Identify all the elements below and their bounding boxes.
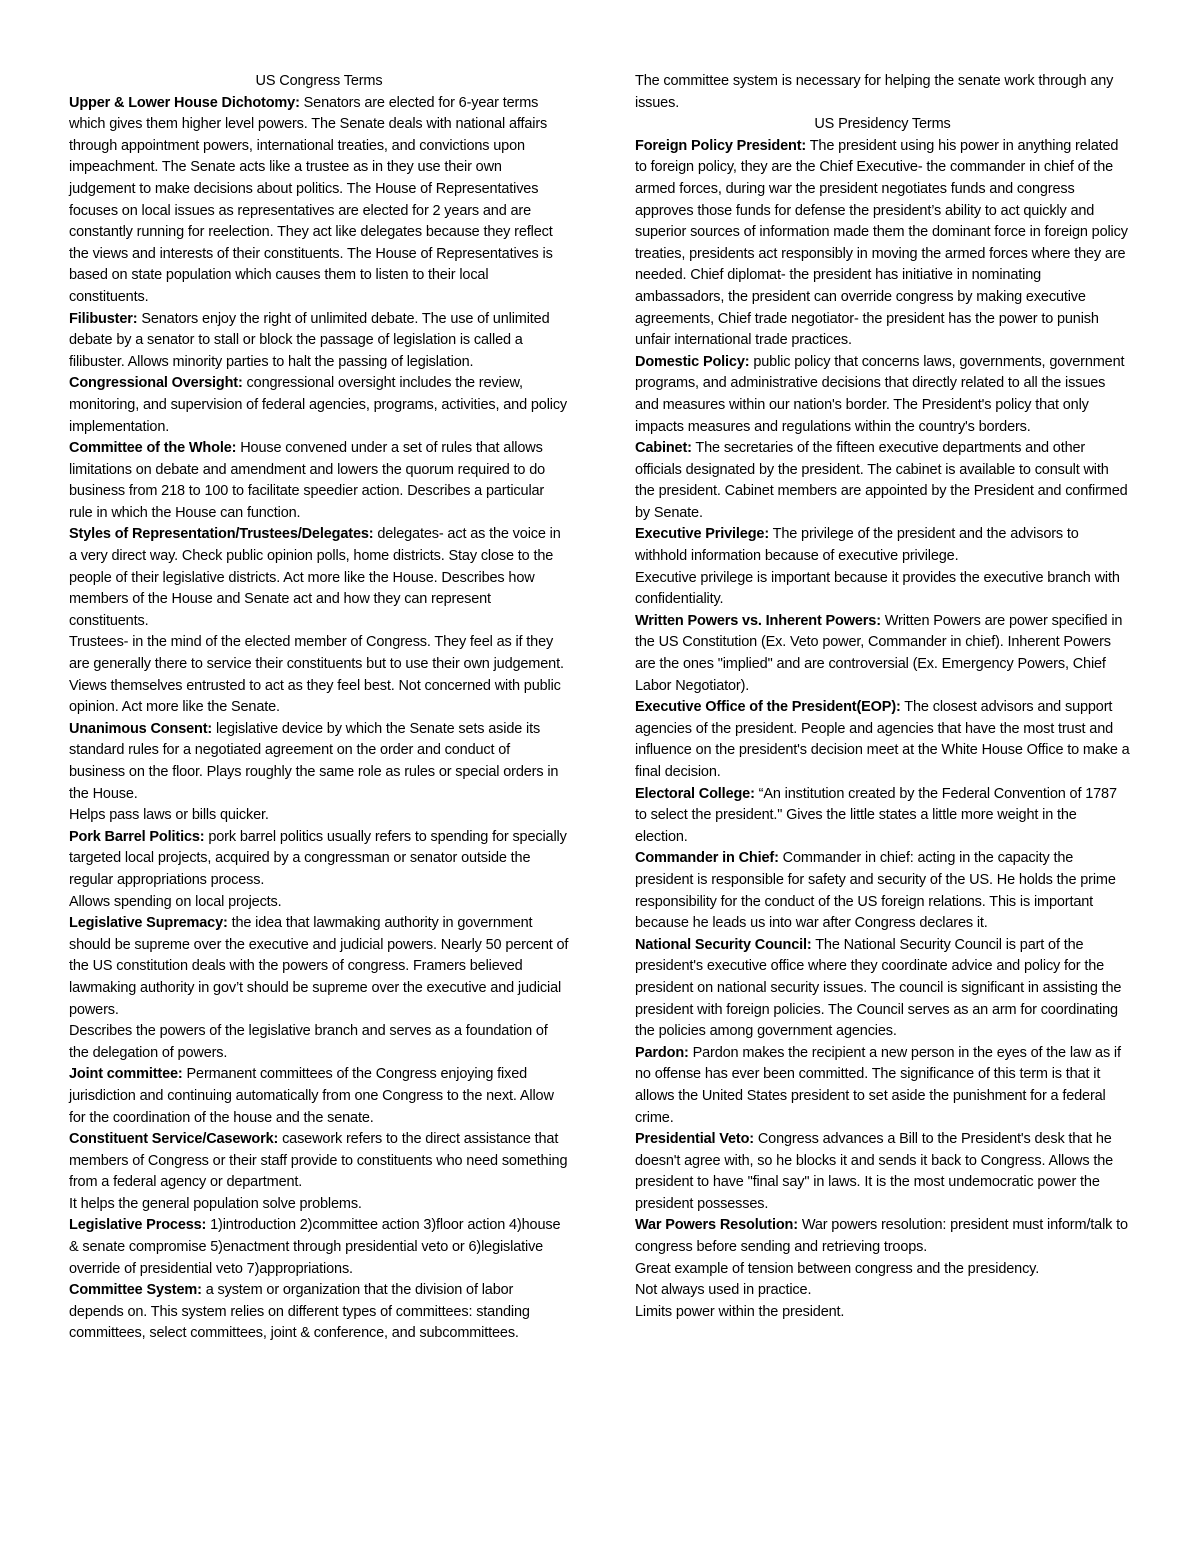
glossary-definition: The president using his power in anything related to foreign policy, they are the Chief Executive- the commander in chief of the armed forces, during war the president negotiates funds and congress approves those funds for defense the president’s ability to act quickly and superior sources of information made them the dominant force in foreign policy treaties, presidents act responsibly in moving the armed forces where they are needed. Chief diplomat- the president has initiative in nominating ambassadors, the president can override congress by making executive agreements, Chief trade negotiator- the president has the power to punish unfair international trade practices.	[635, 137, 1128, 349]
glossary-entry	[635, 697, 1130, 783]
glossary-entry	[635, 784, 1130, 849]
glossary-definition: Great example of tension between congress and the presidency.	[635, 1260, 1040, 1277]
glossary-definition: public policy that concerns laws, governments, government programs, and administrative decisions that directly related to all the issues and measures within our nation's border. The President's policy that only impacts measures and regulations within the country's borders.	[635, 353, 1125, 435]
presidency-terms-column	[635, 71, 1130, 1323]
committee-system-continuation: The committee system is necessary for helping the senate work through any issues.	[635, 73, 1114, 111]
glossary-definition: Not always used in practice.	[635, 1282, 812, 1299]
glossary-entry	[69, 309, 569, 374]
glossary-entry	[69, 805, 569, 827]
glossary-definition: Executive privilege is important because it provides the executive branch with confidentiality.	[635, 569, 1120, 608]
glossary-definition: The secretaries of the fifteen executive departments and other officials designated by the president. The cabinet is available to consult with the president. Cabinet members are appointed by the President and confirmed by Senate.	[635, 440, 1128, 521]
glossary-definition: Describes the powers of the legislative branch and serves as a foundation of the delegation of powers.	[69, 1023, 548, 1061]
glossary-term: Congressional Oversight:	[69, 375, 243, 392]
glossary-entry	[69, 719, 569, 805]
glossary-entry	[69, 373, 569, 438]
glossary-definition: casework refers to the direct assistance that members of Congress or their staff provide to constituents who need something from a federal agency or department.	[69, 1131, 568, 1191]
glossary-entry	[69, 1215, 569, 1280]
glossary-entry	[635, 1215, 1130, 1258]
glossary-term: Foreign Policy President:	[635, 137, 807, 154]
glossary-term: Legislative Supremacy:	[69, 915, 228, 932]
glossary-entry	[635, 136, 1130, 352]
congress-terms-list	[69, 93, 569, 1345]
glossary-entry	[635, 1280, 1130, 1302]
glossary-definition: It helps the general population solve problems.	[69, 1195, 362, 1212]
glossary-definition: Senators are elected for 6-year terms which gives them higher level powers. The Senate deals with national affairs through appointment powers, international treaties, and convictions upon impeachment. The Senate acts like a trustee as in they use their own judgement to make decisions about politics. The House of Representatives focuses on local issues as representatives are elected for 2 years and are constantly running for reelection. They act like delegates because they reflect the views and interests of their constituents. The House of Representatives is based on state population which causes them to listen to their local constituents.	[69, 94, 553, 305]
glossary-definition: The closest advisors and support agencies of the president. People and agencies that have the most trust and influence on the president's decision meet at the White House Office to make a final decision.	[635, 699, 1130, 780]
glossary-term: Committee System:	[69, 1282, 202, 1299]
glossary-definition: Allows spending on local projects.	[69, 893, 282, 910]
glossary-term: Pork Barrel Politics:	[69, 828, 205, 845]
glossary-definition: Trustees- in the mind of the elected member of Congress. They feel as if they are generally there to service their constituents but to use their own judgement. Views themselves entrusted to act as they feel best. Not concerned with public opinion. Act more like the Senate.	[69, 634, 564, 716]
glossary-entry	[635, 352, 1130, 438]
glossary-entry	[69, 913, 569, 1021]
glossary-term: Filibuster:	[69, 310, 138, 327]
glossary-definition: The privilege of the president and the advisors to withhold information because of executive privilege.	[635, 526, 1079, 565]
glossary-term: Constituent Service/Casework:	[69, 1131, 279, 1148]
glossary-entry	[69, 827, 569, 892]
glossary-entry	[635, 1259, 1130, 1281]
glossary-definition: Helps pass laws or bills quicker.	[69, 807, 269, 824]
glossary-term: Cabinet:	[635, 440, 692, 457]
glossary-entry	[635, 1043, 1130, 1129]
glossary-definition: delegates- act as the voice in a very direct way. Check public opinion polls, home districts. Stay close to the people of their legislative districts. Act more like the House. Describes how members of the House and Senate act and how they can represent constituents.	[69, 526, 561, 629]
glossary-definition: Congress advances a Bill to the President's desk that he doesn't agree with, so he blocks it and sends it back to Congress. Allows the president to have "final say" in laws. It is the most undemocratic power the president possesses.	[635, 1131, 1114, 1212]
glossary-entry	[635, 438, 1130, 524]
glossary-term: Styles of Representation/Trustees/Delegates:	[69, 526, 374, 543]
glossary-term: Electoral College:	[635, 785, 755, 802]
glossary-definition: Permanent committees of the Congress enjoying fixed jurisdiction and continuing automatically from one Congress to the next. Allow for the coordination of the house and the senate.	[69, 1066, 554, 1126]
glossary-entry	[635, 568, 1130, 611]
glossary-term: Legislative Process:	[69, 1217, 207, 1234]
glossary-term: Executive Office of the President(EOP):	[635, 699, 901, 716]
glossary-term: Domestic Policy:	[635, 353, 750, 370]
glossary-term: Commander in Chief:	[635, 850, 779, 867]
glossary-entry	[635, 524, 1130, 567]
glossary-definition: 1)introduction 2)committee action 3)floor action 4)house & senate compromise 5)enactment through presidential veto or 6)legislative override of presidential veto 7)appropriations.	[69, 1217, 561, 1277]
glossary-entry	[69, 632, 569, 718]
glossary-definition: “An institution created by the Federal Convention of 1787 to select the president." Gives the little states a little more weight in the election.	[635, 785, 1117, 845]
glossary-definition: pork barrel politics usually refers to spending for specially targeted local projects, acquired by a congressman or senator outside the regular appropriations process.	[69, 828, 567, 888]
glossary-term: Committee of the Whole:	[69, 440, 237, 457]
glossary-definition: legislative device by which the Senate sets aside its standard rules for a negotiated agreement on the order and conduct of business on the floor. Plays roughly the same role as rules or special orders in the House.	[69, 720, 559, 802]
glossary-entry	[635, 1302, 1130, 1324]
glossary-term: Upper & Lower House Dichotomy:	[69, 94, 300, 111]
glossary-definition: The National Security Council is part of the president's executive office where they coordinate advice and policy for the president on national security issues. The council is significant in assisting the president with foreign policies. The Council serves as an arm for coordinating the policies among government agencies.	[635, 936, 1122, 1040]
glossary-entry	[69, 892, 569, 914]
congress-terms-column	[69, 71, 569, 1345]
presidency-terms-title: US Presidency Terms	[814, 116, 951, 133]
glossary-definition: Commander in chief: acting in the capacity the president is responsible for safety and security of the US. He holds the prime responsibility for the conduct of the US foreign relations. This is important because he leads us into war after Congress declares it.	[635, 850, 1116, 932]
glossary-entry	[69, 93, 569, 309]
glossary-definition: the idea that lawmaking authority in government should be supreme over the executive and judicial powers. Nearly 50 percent of the US constitution deals with the powers of congress. Framers believed lawmaking authority in gov’t should be supreme over the executive and judicial powers.	[69, 915, 569, 1018]
glossary-term: War Powers Resolution:	[635, 1217, 798, 1234]
glossary-entry	[69, 1280, 569, 1345]
glossary-term: Executive Privilege:	[635, 526, 770, 543]
glossary-entry	[69, 438, 569, 524]
glossary-term: Pardon:	[635, 1044, 689, 1061]
glossary-term: Written Powers vs. Inherent Powers:	[635, 612, 881, 629]
glossary-definition: House convened under a set of rules that allows limitations on debate and amendment and lowers the quorum required to do business from 218 to 100 to facilitate speedier action. Describes a particular rule in which the House can function.	[69, 440, 546, 521]
glossary-definition: Written Powers are power specified in the US Constitution (Ex. Veto power, Commander in chief). Inherent Powers are the ones "implied" and are controversial (Ex. Emergency Powers, Chief Labor Negotiator).	[635, 612, 1123, 694]
glossary-entry	[635, 848, 1130, 934]
glossary-definition: congressional oversight includes the review, monitoring, and supervision of federal agencies, programs, activities, and policy implementation.	[69, 375, 568, 435]
presidency-terms-list	[635, 136, 1130, 1324]
glossary-definition: Senators enjoy the right of unlimited debate. The use of unlimited debate by a senator to stall or block the passage of legislation is called a filibuster. Allows minority parties to halt the passing of legislation.	[69, 310, 550, 370]
glossary-definition: War powers resolution: president must inform/talk to congress before sending and retrieving troops.	[635, 1217, 1128, 1256]
congress-terms-title: US Congress Terms	[255, 73, 383, 89]
glossary-definition: Limits power within the president.	[635, 1303, 845, 1320]
glossary-entry	[69, 1064, 569, 1129]
glossary-entry	[635, 1129, 1130, 1215]
glossary-entry	[69, 524, 569, 632]
glossary-term: Joint committee:	[69, 1066, 183, 1083]
glossary-entry	[69, 1021, 569, 1064]
glossary-definition: a system or organization that the division of labor depends on. This system relies on different types of committees: standing committees, select committees, joint & conference, and subcommittees.	[69, 1282, 530, 1342]
glossary-term: National Security Council:	[635, 936, 812, 953]
glossary-entry	[69, 1129, 569, 1194]
glossary-entry	[69, 1194, 569, 1216]
glossary-term: Unanimous Consent:	[69, 720, 213, 737]
glossary-term: Presidential Veto:	[635, 1131, 754, 1148]
glossary-definition: Pardon makes the recipient a new person in the eyes of the law as if no offense has ever been committed. The significance of this term is that it allows the United States president to set aside the punishment for a federal crime.	[635, 1044, 1121, 1126]
glossary-entry	[635, 611, 1130, 697]
glossary-entry	[635, 935, 1130, 1043]
